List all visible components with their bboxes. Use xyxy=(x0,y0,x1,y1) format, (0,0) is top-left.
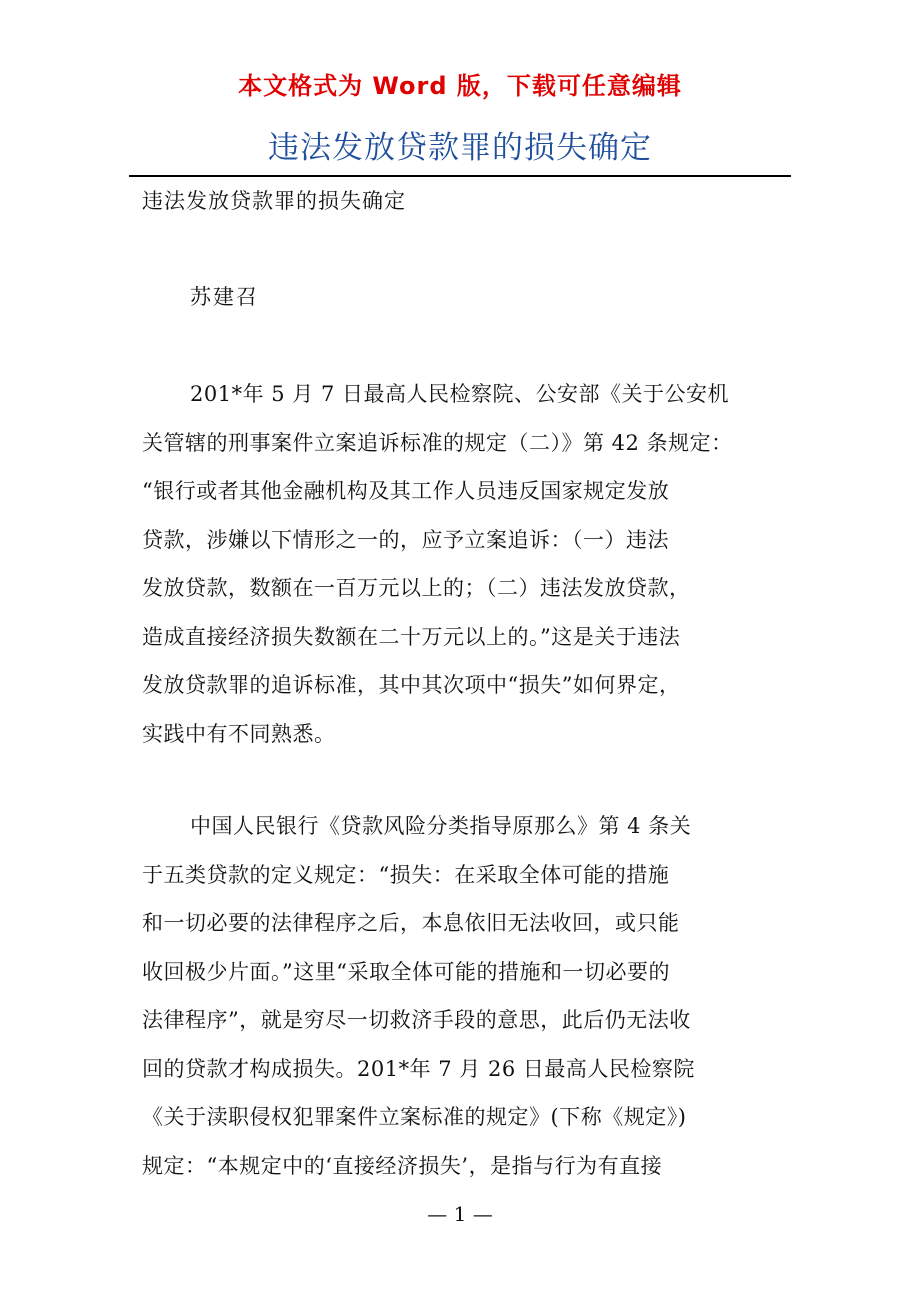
paragraph-line: 发放贷款，数额在一百万元以上的；（二）违法发放贷款， xyxy=(142,576,691,600)
paragraph-line: 贷款，涉嫌以下情形之一的，应予立案追诉：（一）违法 xyxy=(142,527,669,552)
article-subtitle: 违法发放贷款罪的损失确定 xyxy=(142,189,406,213)
paragraph-line: 于五类贷款的定义规定：“损失：在采取全体可能的措施 xyxy=(142,862,670,887)
paragraph-line: 法律程序”，就是穷尽一切救济手段的意思，此后仍无法收 xyxy=(142,1008,691,1032)
paragraph-line: 回的贷款才构成损失。201*年 7 月 26 日最高人民检察院 xyxy=(142,1056,695,1081)
paragraph-line: 发放贷款罪的追诉标准，其中其次项中“损失”如何界定， xyxy=(142,673,681,697)
author-name: 苏建召 xyxy=(190,285,259,309)
paragraph-line: 和一切必要的法律程序之后，本息依旧无法收回，或只能 xyxy=(142,911,680,935)
paragraph-line: 201*年 5 月 7 日最高人民检察院、公安部《关于公安机 xyxy=(190,382,730,406)
download-banner: 本文格式为 Word 版，下载可任意编辑 xyxy=(238,72,682,100)
paragraph-line: 收回极少片面。”这里“采取全体可能的措施和一切必要的 xyxy=(142,959,670,984)
title-divider xyxy=(129,175,791,177)
paragraph-2 xyxy=(142,802,782,1190)
paragraph-line: 造成直接经济损失数额在二十万元以上的。”这是关于违法 xyxy=(142,624,681,649)
paragraph-line: 中国人民银行《贷款风险分类指导原那么》第 4 条关 xyxy=(190,814,692,838)
paragraph-1 xyxy=(142,370,782,758)
paragraph-line: 《关于渎职侵权犯罪案件立案标准的规定》(下称《规定》) xyxy=(142,1105,687,1129)
paragraph-line: 关管辖的刑事案件立案追诉标准的规定（二）》第 42 条规定： xyxy=(142,430,733,455)
paragraph-line: 实践中有不同熟悉。 xyxy=(142,721,336,746)
paragraph-line: “银行或者其他金融机构及其工作人员违反国家规定发放 xyxy=(142,479,670,503)
page-number: — 1 — xyxy=(427,1202,493,1226)
paragraph-line: 规定：“本规定中的‘直接经济损失’，是指与行为有直接 xyxy=(142,1153,663,1178)
document-title: 违法发放贷款罪的损失确定 xyxy=(268,130,652,166)
